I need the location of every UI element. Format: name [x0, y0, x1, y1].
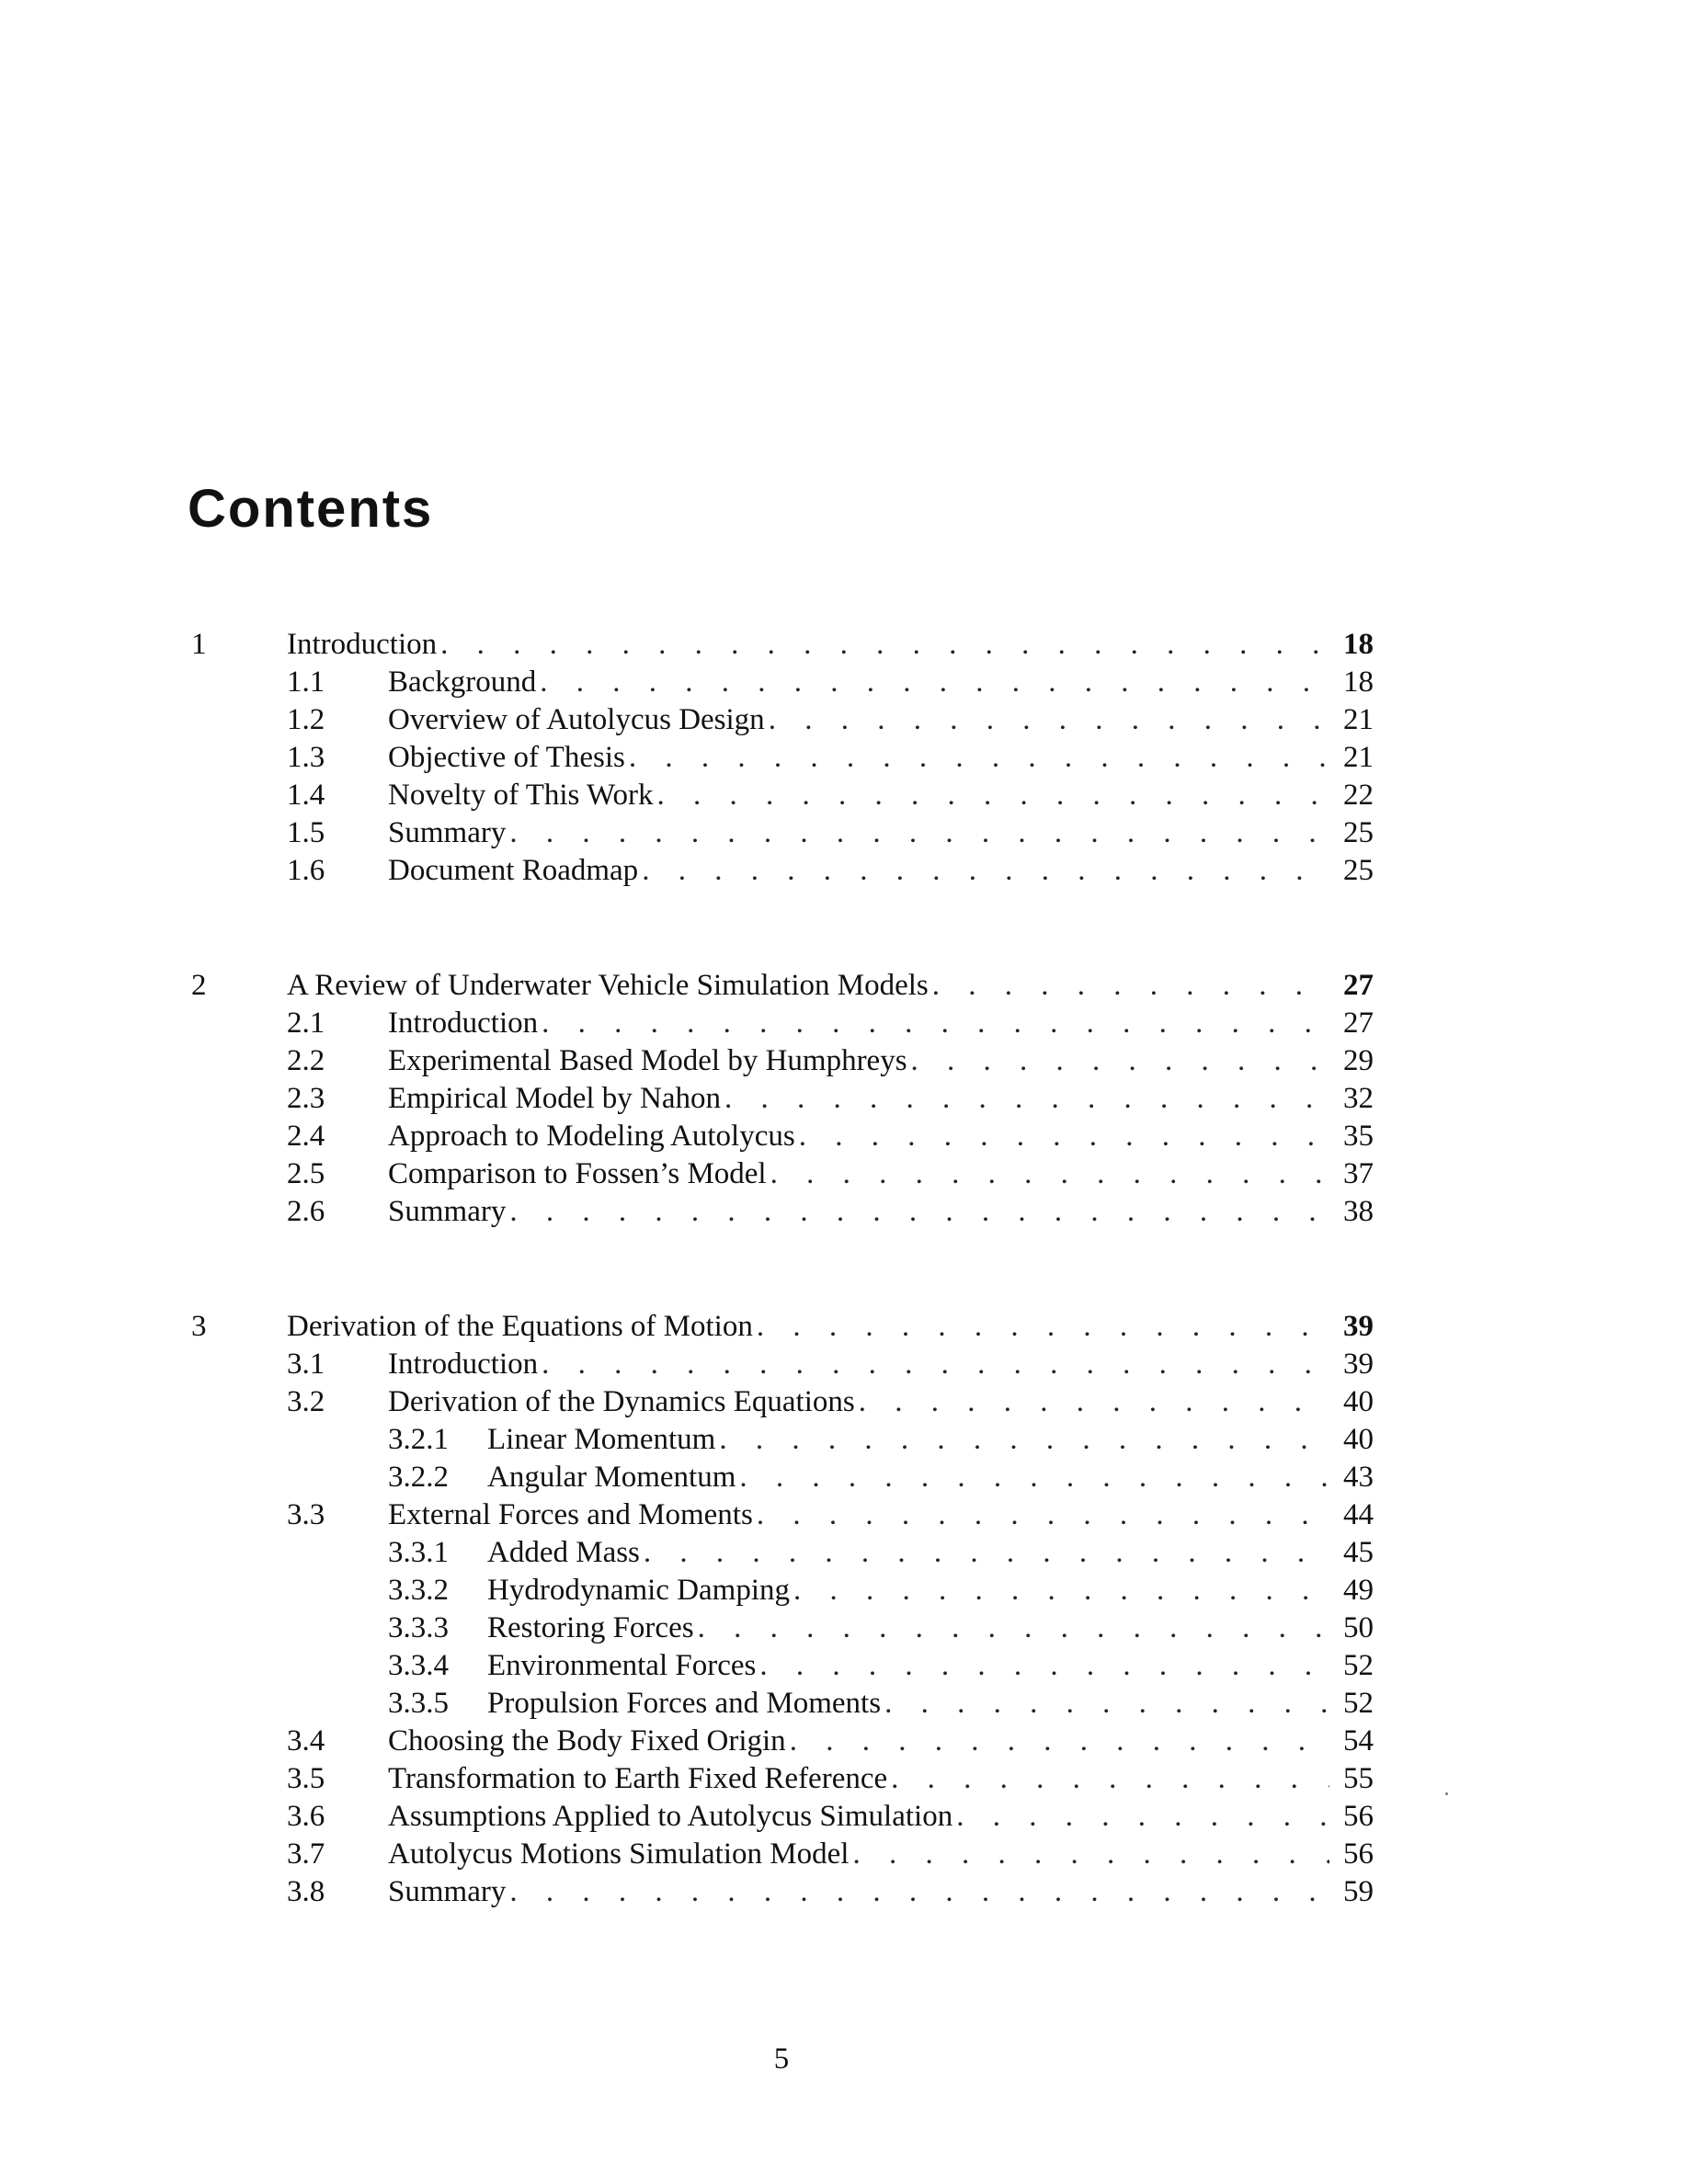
chapter-number: 1: [191, 628, 207, 661]
chapter-title: Introduction: [287, 628, 438, 661]
toc-entry: [388, 1192, 1374, 1231]
section-number: 3.4: [287, 1724, 325, 1757]
toc-entry: [388, 813, 1374, 852]
section-title: Choosing the Body Fixed Origin: [388, 1724, 786, 1757]
section-title: Overview of Autolycus Design: [388, 703, 765, 736]
section-number: 2.3: [287, 1082, 325, 1115]
page-ref: 18: [1343, 665, 1374, 699]
dot-leader: [759, 1646, 1329, 1685]
dot-leader: [793, 1571, 1329, 1610]
chapter-number: 3: [191, 1310, 207, 1343]
dot-leader: [911, 1041, 1329, 1080]
dot-leader: [719, 1420, 1329, 1459]
toc-entry: [287, 966, 1374, 1005]
section-title: Empirical Model by Nahon: [388, 1082, 722, 1115]
subsection-number: 3.3.2: [388, 1574, 449, 1607]
section-number: 1.2: [287, 703, 325, 736]
section-number: 3.6: [287, 1800, 325, 1833]
dot-leader: [644, 1533, 1329, 1572]
toc-entry: [487, 1609, 1374, 1647]
dot-leader: [891, 1759, 1329, 1798]
section-number: 2.2: [287, 1044, 325, 1077]
section-number: 3.8: [287, 1875, 325, 1908]
toc-entry: [388, 1759, 1374, 1798]
toc-entry: [388, 1382, 1374, 1421]
subsection-number: 3.3.4: [388, 1649, 449, 1682]
section-title: Novelty of This Work: [388, 779, 654, 812]
section-title: Experimental Based Model by Humphreys: [388, 1044, 907, 1077]
section-title: Objective of Thesis: [388, 741, 625, 774]
dot-leader: [724, 1079, 1329, 1118]
chapter-number: 2: [191, 969, 207, 1002]
dot-leader: [932, 966, 1329, 1005]
toc-entry: [388, 1797, 1374, 1836]
toc-entry: [287, 1307, 1374, 1346]
section-number: 3.3: [287, 1498, 325, 1531]
section-title: Summary: [388, 1195, 507, 1228]
subsection-title: Linear Momentum: [487, 1423, 716, 1456]
page-ref: 56: [1343, 1837, 1374, 1871]
subsection-title: Restoring Forces: [487, 1611, 694, 1644]
toc-entry: [388, 1079, 1374, 1118]
page-ref: 40: [1343, 1385, 1374, 1418]
page-ref: 27: [1343, 969, 1374, 1002]
dot-leader: [799, 1117, 1329, 1155]
toc-entry: [487, 1533, 1374, 1572]
page-ref: 55: [1343, 1762, 1374, 1795]
toc-entry: [388, 776, 1374, 814]
toc-entry: [487, 1646, 1374, 1685]
page-ref: 21: [1343, 741, 1374, 774]
toc-entry: [388, 700, 1374, 739]
page-title: Contents: [188, 479, 434, 539]
toc-entry: [287, 625, 1374, 664]
page-ref: 38: [1343, 1195, 1374, 1228]
page-ref: 54: [1343, 1724, 1374, 1757]
page-ref: 21: [1343, 703, 1374, 736]
dot-leader: [509, 813, 1329, 852]
toc-entry: [388, 1835, 1374, 1873]
dot-leader: [739, 1458, 1329, 1496]
section-number: 1.4: [287, 779, 325, 812]
section-title: Comparison to Fossen’s Model: [388, 1157, 767, 1190]
subsection-number: 3.3.3: [388, 1611, 449, 1644]
section-number: 3.7: [287, 1837, 325, 1871]
dot-leader: [770, 1155, 1329, 1193]
section-number: 3.5: [287, 1762, 325, 1795]
chapter-title: A Review of Underwater Vehicle Simulation Models: [287, 969, 929, 1002]
page-ref: 25: [1343, 854, 1374, 887]
subsection-number: 3.3.5: [388, 1687, 449, 1720]
page-ref: 35: [1343, 1120, 1374, 1153]
page-ref: 45: [1343, 1536, 1374, 1569]
section-number: 2.5: [287, 1157, 325, 1190]
section-title: Summary: [388, 1875, 507, 1908]
page-ref: 43: [1343, 1461, 1374, 1494]
page-number: 5: [773, 2042, 790, 2076]
section-number: 2.6: [287, 1195, 325, 1228]
dot-leader: [657, 776, 1329, 814]
scan-speck: [1445, 1792, 1448, 1795]
toc-entry: [388, 1041, 1374, 1080]
dot-leader: [757, 1496, 1329, 1534]
page-ref: 25: [1343, 816, 1374, 849]
toc-entry: [487, 1420, 1374, 1459]
subsection-number: 3.2.1: [388, 1423, 449, 1456]
subsection-title: Hydrodynamic Damping: [487, 1574, 791, 1607]
section-title: Assumptions Applied to Autolycus Simulation: [388, 1800, 953, 1833]
page-ref: 52: [1343, 1649, 1374, 1682]
page-ref: 37: [1343, 1157, 1374, 1190]
dot-leader: [790, 1722, 1329, 1760]
dot-leader: [440, 625, 1329, 664]
subsection-number: 3.2.2: [388, 1461, 449, 1494]
section-title: Introduction: [388, 1007, 539, 1040]
toc-entry: [388, 851, 1374, 890]
dot-leader: [542, 1345, 1329, 1383]
section-number: 3.1: [287, 1348, 325, 1381]
subsection-title: Environmental Forces: [487, 1649, 757, 1682]
page-ref: 40: [1343, 1423, 1374, 1456]
page-ref: 44: [1343, 1498, 1374, 1531]
toc-entry: [388, 1872, 1374, 1911]
page-ref: 29: [1343, 1044, 1374, 1077]
dot-leader: [509, 1192, 1329, 1231]
section-title: Summary: [388, 816, 507, 849]
section-number: 1.6: [287, 854, 325, 887]
dot-leader: [642, 851, 1329, 890]
chapter-title: Derivation of the Equations of Motion: [287, 1310, 753, 1343]
section-number: 1.1: [287, 665, 325, 699]
dot-leader: [757, 1307, 1329, 1346]
toc-entry: [487, 1684, 1374, 1723]
toc-entry: [487, 1458, 1374, 1496]
dot-leader: [540, 663, 1329, 701]
section-title: Autolycus Motions Simulation Model: [388, 1837, 850, 1871]
toc-entry: [388, 663, 1374, 701]
page-ref: 18: [1343, 628, 1374, 661]
toc-entry: [388, 1155, 1374, 1193]
toc-entry: [388, 1345, 1374, 1383]
subsection-number: 3.3.1: [388, 1536, 449, 1569]
dot-leader: [859, 1382, 1329, 1421]
dot-leader: [884, 1684, 1329, 1723]
page-ref: 59: [1343, 1875, 1374, 1908]
subsection-title: Propulsion Forces and Moments: [487, 1687, 882, 1720]
toc-entry: [487, 1571, 1374, 1610]
section-number: 2.1: [287, 1007, 325, 1040]
subsection-title: Angular Momentum: [487, 1461, 736, 1494]
toc-entry: [388, 1722, 1374, 1760]
section-title: External Forces and Moments: [388, 1498, 753, 1531]
dot-leader: [542, 1004, 1329, 1042]
subsection-title: Added Mass: [487, 1536, 640, 1569]
dot-leader: [956, 1797, 1329, 1836]
page-ref: 52: [1343, 1687, 1374, 1720]
section-title: Approach to Modeling Autolycus: [388, 1120, 795, 1153]
section-number: 1.5: [287, 816, 325, 849]
page-ref: 50: [1343, 1611, 1374, 1644]
section-number: 2.4: [287, 1120, 325, 1153]
dot-leader: [698, 1609, 1329, 1647]
section-title: Introduction: [388, 1348, 539, 1381]
page-ref: 49: [1343, 1574, 1374, 1607]
section-title: Transformation to Earth Fixed Reference: [388, 1762, 888, 1795]
section-title: Derivation of the Dynamics Equations: [388, 1385, 855, 1418]
dot-leader: [629, 738, 1329, 777]
section-number: 3.2: [287, 1385, 325, 1418]
toc-entry: [388, 1117, 1374, 1155]
page-ref: 39: [1343, 1310, 1374, 1343]
dot-leader: [852, 1835, 1329, 1873]
section-title: Document Roadmap: [388, 854, 639, 887]
toc-entry: [388, 1004, 1374, 1042]
page-ref: 22: [1343, 779, 1374, 812]
toc-entry: [388, 738, 1374, 777]
dot-leader: [769, 700, 1329, 739]
toc-entry: [388, 1496, 1374, 1534]
page-ref: 56: [1343, 1800, 1374, 1833]
page-ref: 27: [1343, 1007, 1374, 1040]
page-ref: 39: [1343, 1348, 1374, 1381]
section-title: Background: [388, 665, 537, 699]
section-number: 1.3: [287, 741, 325, 774]
page-ref: 32: [1343, 1082, 1374, 1115]
dot-leader: [509, 1872, 1329, 1911]
